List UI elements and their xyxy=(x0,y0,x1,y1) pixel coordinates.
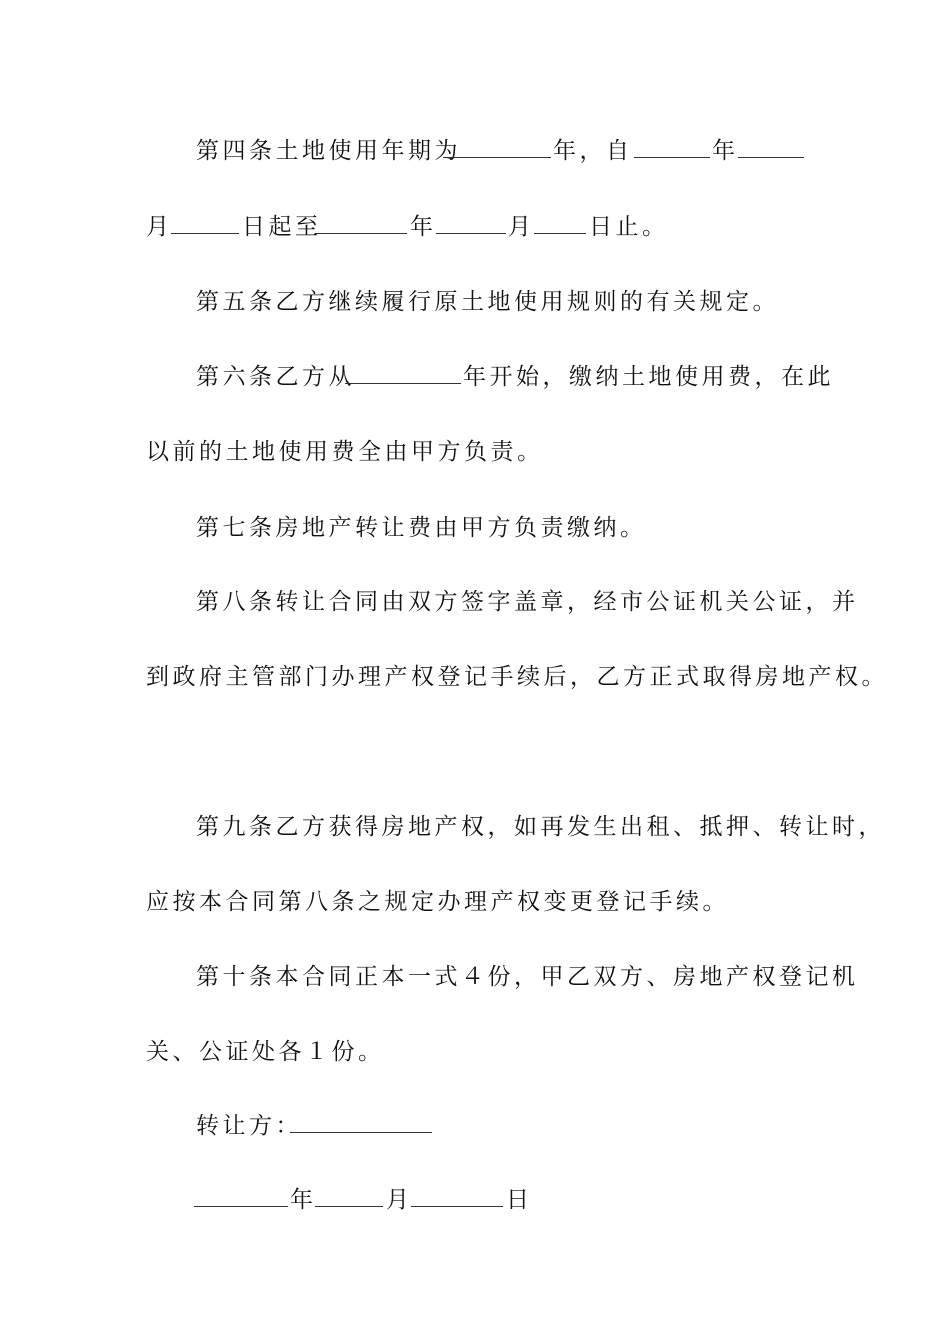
article-6-line-2: 以前的土地使用费全由甲方负责。 xyxy=(146,439,544,465)
blank-start-day[interactable] xyxy=(171,212,239,234)
blank-end-year[interactable] xyxy=(315,212,407,234)
blank-transferor-name[interactable] xyxy=(290,1111,432,1133)
blank-end-day[interactable] xyxy=(534,212,586,234)
blank-end-month[interactable] xyxy=(436,212,506,234)
article-9-line-1: 第九条乙方获得房地产权，如再发生出租、抵押、转让时， xyxy=(196,814,885,840)
article-5: 第五条乙方继续履行原土地使用规则的有关规定。 xyxy=(196,289,779,315)
blank-start-year[interactable] xyxy=(634,136,710,158)
blank-sign-day[interactable] xyxy=(411,1185,503,1207)
blank-fee-start-year[interactable] xyxy=(345,362,461,384)
blank-start-month[interactable] xyxy=(738,136,804,158)
article-10-line-2: 关、公证处各１份。 xyxy=(146,1039,385,1065)
blank-years[interactable] xyxy=(443,136,551,158)
article-8-line-2: 到政府主管部门办理产权登记手续后，乙方正式取得房地产权。 xyxy=(146,664,888,690)
blank-sign-month[interactable] xyxy=(315,1185,383,1207)
article-8-line-1: 第八条转让合同由双方签字盖章，经市公证机关公证，并 xyxy=(196,589,859,615)
article-7: 第七条房地产转让费由甲方负责缴纳。 xyxy=(196,515,647,541)
article-10-line-1: 第十条本合同正本一式４份，甲乙双方、房地产权登记机 xyxy=(196,964,859,990)
blank-sign-year[interactable] xyxy=(194,1185,288,1207)
document-page: 第四条土地使用年期为 年，自 年 月 日起至 年 月 日止。 第五条乙方继续履行原土地使用规则的有关规定。 第六条乙方从 年开始，缴纳土地使用费，在此 以前的土地使用费全由甲方负责。 第七条房地产转让费由甲方负责缴纳。 第八条转让合同由双方签字盖章，经市公证机关公证，并 到政府主管部门办理产权登记手续后，乙方正式取得房地产权。 第九条乙方获得房地产权，如再发生出租、抵押、转让时， 应按本合同第八条之规定办理产权变更登记手续。 第十条本合同正本一式４份，甲乙双方、房地产权登记机 关、公证处各１份。 转让方： 年 月 日 xyxy=(0,0,950,1344)
article-9-line-2: 应按本合同第八条之规定办理产权变更登记手续。 xyxy=(146,889,729,915)
